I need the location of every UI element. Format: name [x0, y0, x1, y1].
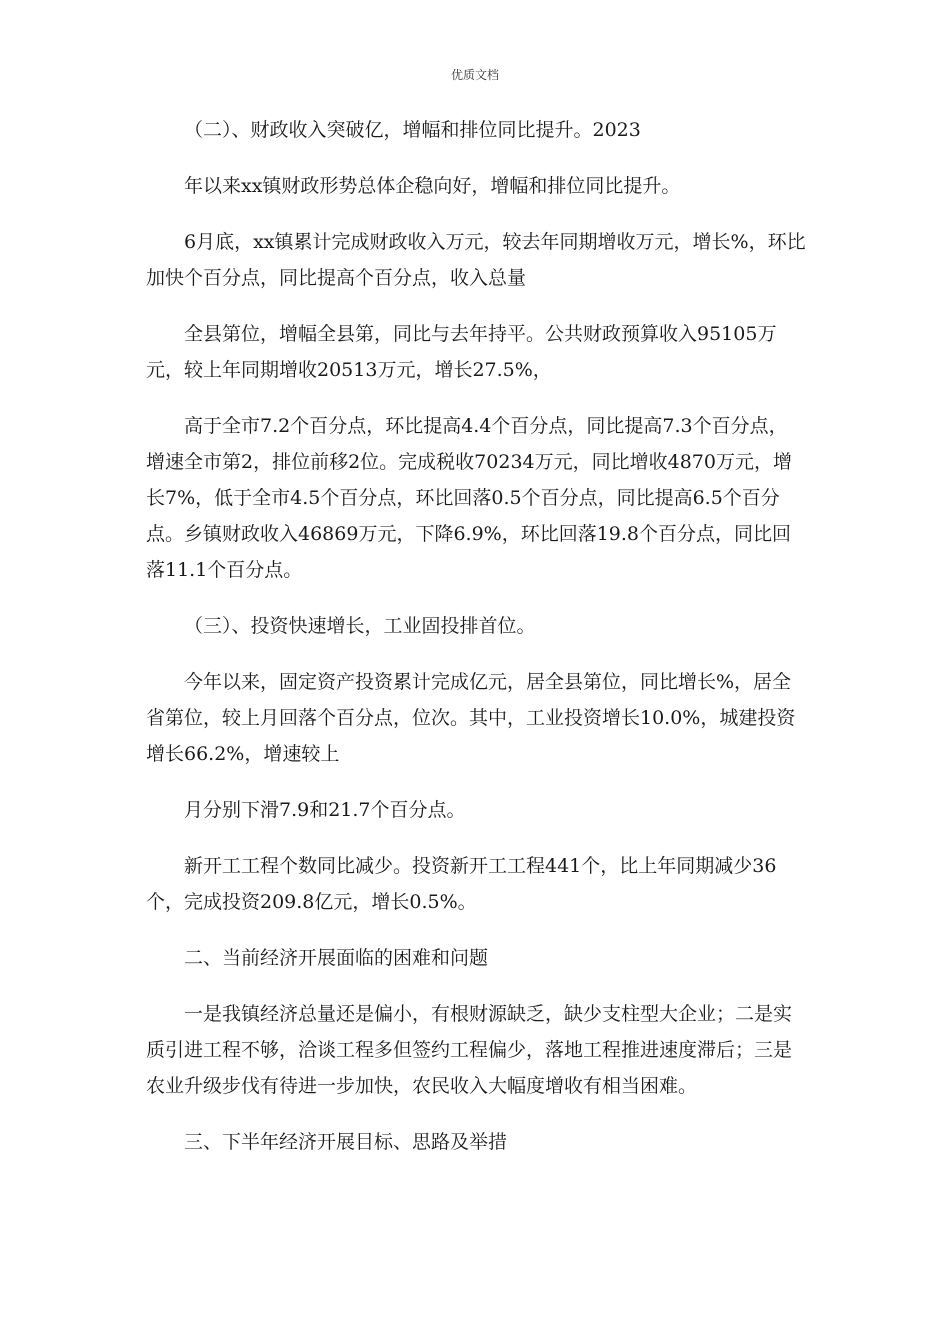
paragraph-part-2-heading: 二、当前经济开展面临的困难和问题	[184, 947, 489, 969]
paragraph-fiscal-summary: 年以来xx镇财政形势总体企稳向好，增幅和排位同比提升。	[184, 175, 681, 197]
paragraph-fiscal-june: 6月底，xx镇累计完成财政收入万元，较去年同期增收万元，增长%，环比加快个百分点，同比提高个百分点，收入总量	[146, 231, 806, 289]
paragraph-investment: 今年以来，固定资产投资累计完成亿元，居全县第位，同比增长%，居全省第位，较上月回落个百分点，位次。其中，工业投资增长10.0%，城建投资增长66.2%，增速较上	[146, 671, 796, 765]
page-header: 优质文档	[450, 68, 499, 82]
document-body	[146, 112, 806, 1160]
paragraph-section-3-heading: （三）、投资快速增长，工业固投排首位。	[184, 615, 536, 637]
paragraph-problems: 一是我镇经济总量还是偏小，有根财源缺乏，缺少支柱型大企业；二是实质引进工程不够，洽谈工程多但签约工程偏少，落地工程推进速度滞后；三是农业升级步伐有待进一步加快，农民收入大幅度增收有相当困难。	[146, 1003, 793, 1097]
paragraph-new-projects: 新开工工程个数同比减少。投资新开工工程441个，比上年同期减少36个，完成投资209.8亿元，增长0.5%。	[146, 855, 777, 913]
paragraph-fiscal-tax: 高于全市7.2个百分点，环比提高4.4个百分点，同比提高7.3个百分点，增速全市第2，排位前移2位。完成税收70234万元，同比增收4870万元，增长7%，低于全市4.5个百分点，环比回落0.5个百分点，同比提高6.5个百分点。乡镇财政收入46869万元，下降6.9%，环比回落19.8个百分点，同比回落11.1个百分点。	[146, 415, 792, 581]
paragraph-part-3-heading: 三、下半年经济开展目标、思路及举措	[184, 1131, 508, 1153]
paragraph-fiscal-ranking: 全县第位，增幅全县第，同比与去年持平。公共财政预算收入95105万元，较上年同期增收20513万元，增长27.5%，	[146, 323, 777, 381]
paragraph-investment-decline: 月分别下滑7.9和21.7个百分点。	[184, 799, 466, 821]
paragraph-section-2-heading: （二）、财政收入突破亿，增幅和排位同比提升。2023	[184, 119, 641, 141]
